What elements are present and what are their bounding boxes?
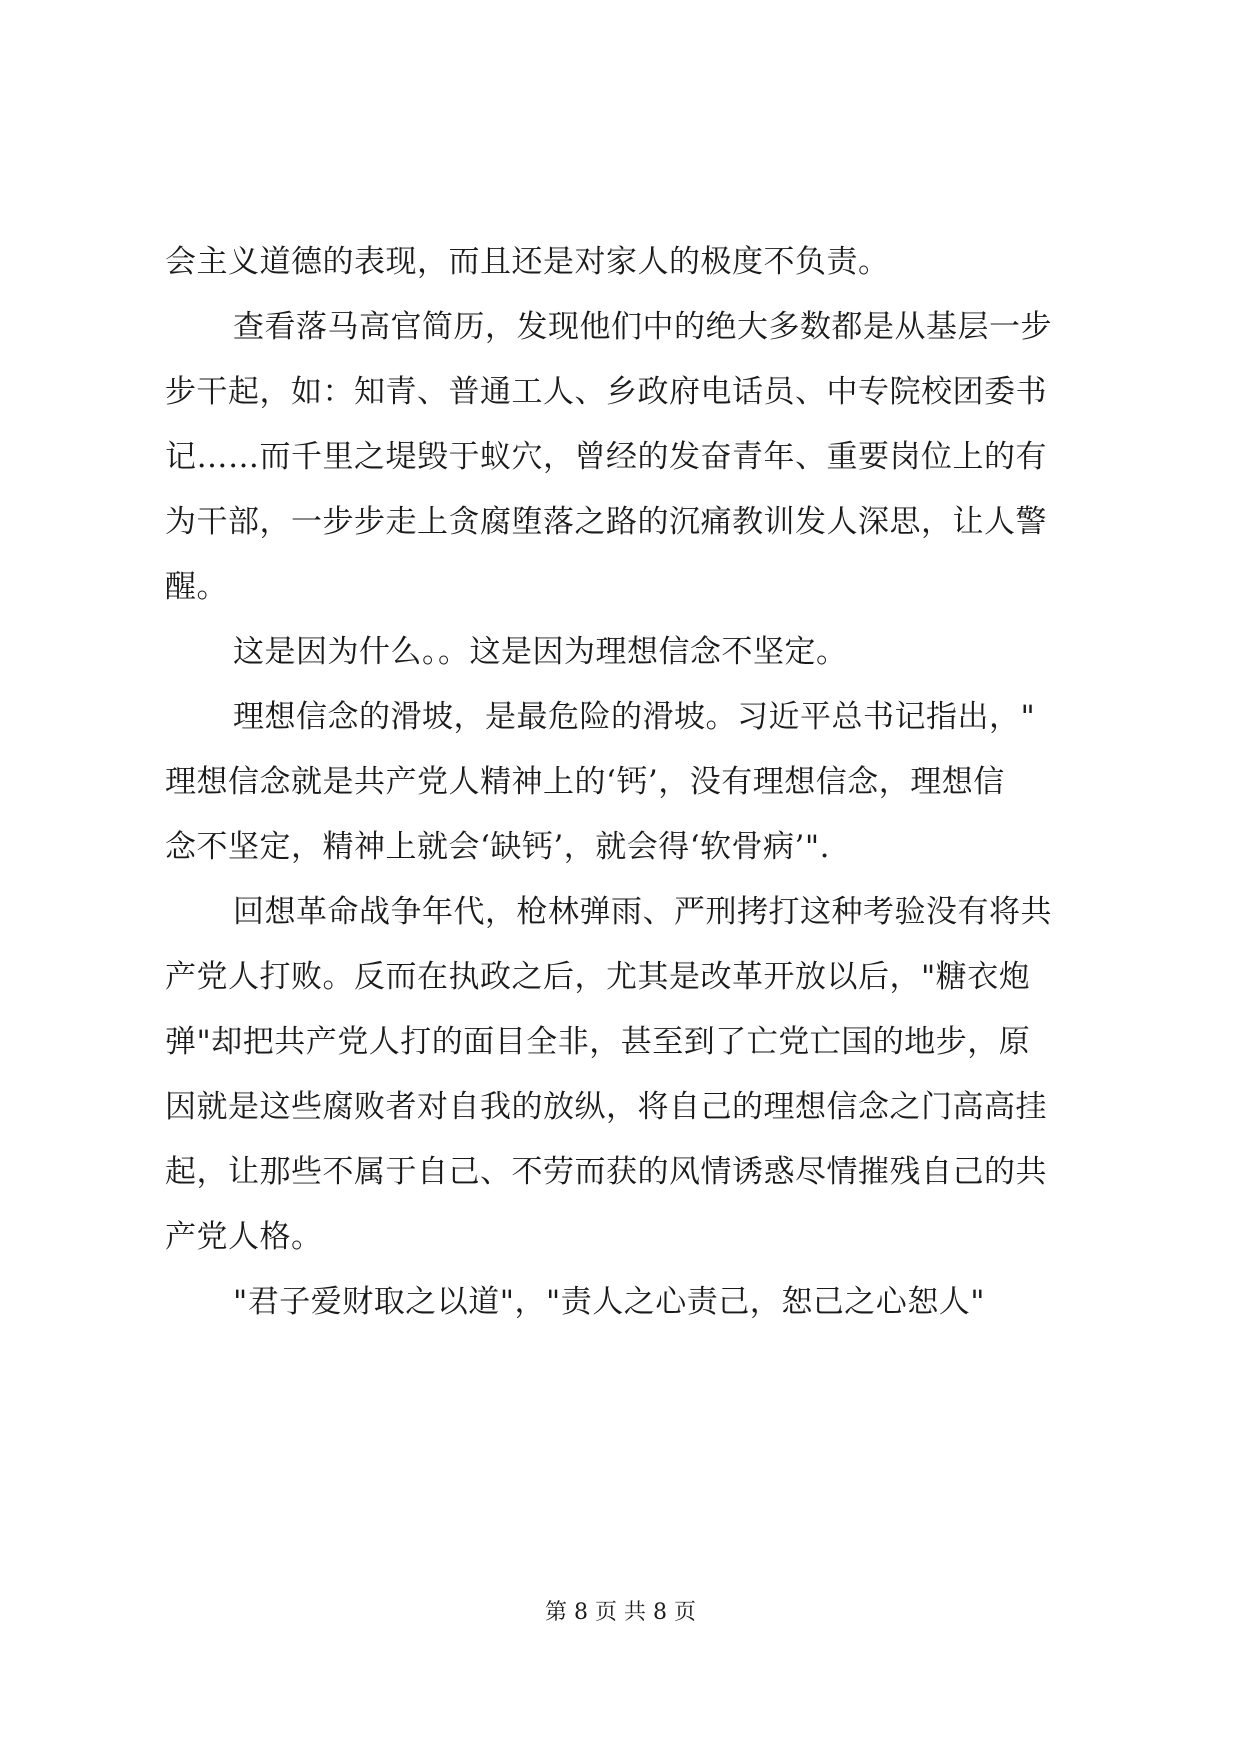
text-line: 查看落马高官简历，发现他们中的绝大多数都是从基层一步 — [233, 309, 1052, 345]
text-line: 回想革命战争年代，枪林弹雨、严刑拷打这种考验没有将共 — [233, 894, 1052, 930]
text-line: 弹"却把共产党人打的面目全非，甚至到了亡党亡国的地步，原 — [165, 1024, 1031, 1060]
page-number-footer: 第 8 页 共 8 页 — [545, 1600, 696, 1625]
text-line: 念不坚定，精神上就会‘缺钙’，就会得‘软骨病’". — [165, 829, 831, 865]
text-line: "君子爱财取之以道"，"责人之心责己，恕己之心恕人" — [233, 1284, 986, 1320]
text-line: 步干起，如：知青、普通工人、乡政府电话员、中专院校团委书 — [165, 374, 1047, 410]
text-line: 会主义道德的表现，而且还是对家人的极度不负责。 — [165, 244, 890, 280]
text-line: 这是因为什么。。这是因为理想信念不坚定。 — [233, 634, 848, 670]
text-line: 记……而千里之堤毁于蚁穴，曾经的发奋青年、重要岗位上的有 — [165, 439, 1047, 475]
body-text — [165, 230, 1075, 1335]
text-line: 因就是这些腐败者对自我的放纵，将自己的理想信念之门高高挂 — [165, 1089, 1047, 1125]
text-line: 醒。 — [165, 569, 228, 605]
text-line: 产党人打败。反而在执政之后，尤其是改革开放以后，"糖衣炮 — [165, 959, 1031, 995]
text-line: 起，让那些不属于自己、不劳而获的风情诱惑尽情摧残自己的共 — [165, 1154, 1047, 1190]
text-line: 理想信念的滑坡，是最危险的滑坡。习近平总书记指出，" — [233, 699, 1036, 735]
text-line: 为干部，一步步走上贪腐堕落之路的沉痛教训发人深思，让人警 — [165, 504, 1047, 540]
text-line: 理想信念就是共产党人精神上的‘钙’，没有理想信念，理想信 — [165, 764, 1005, 800]
text-line: 产党人格。 — [165, 1219, 323, 1255]
